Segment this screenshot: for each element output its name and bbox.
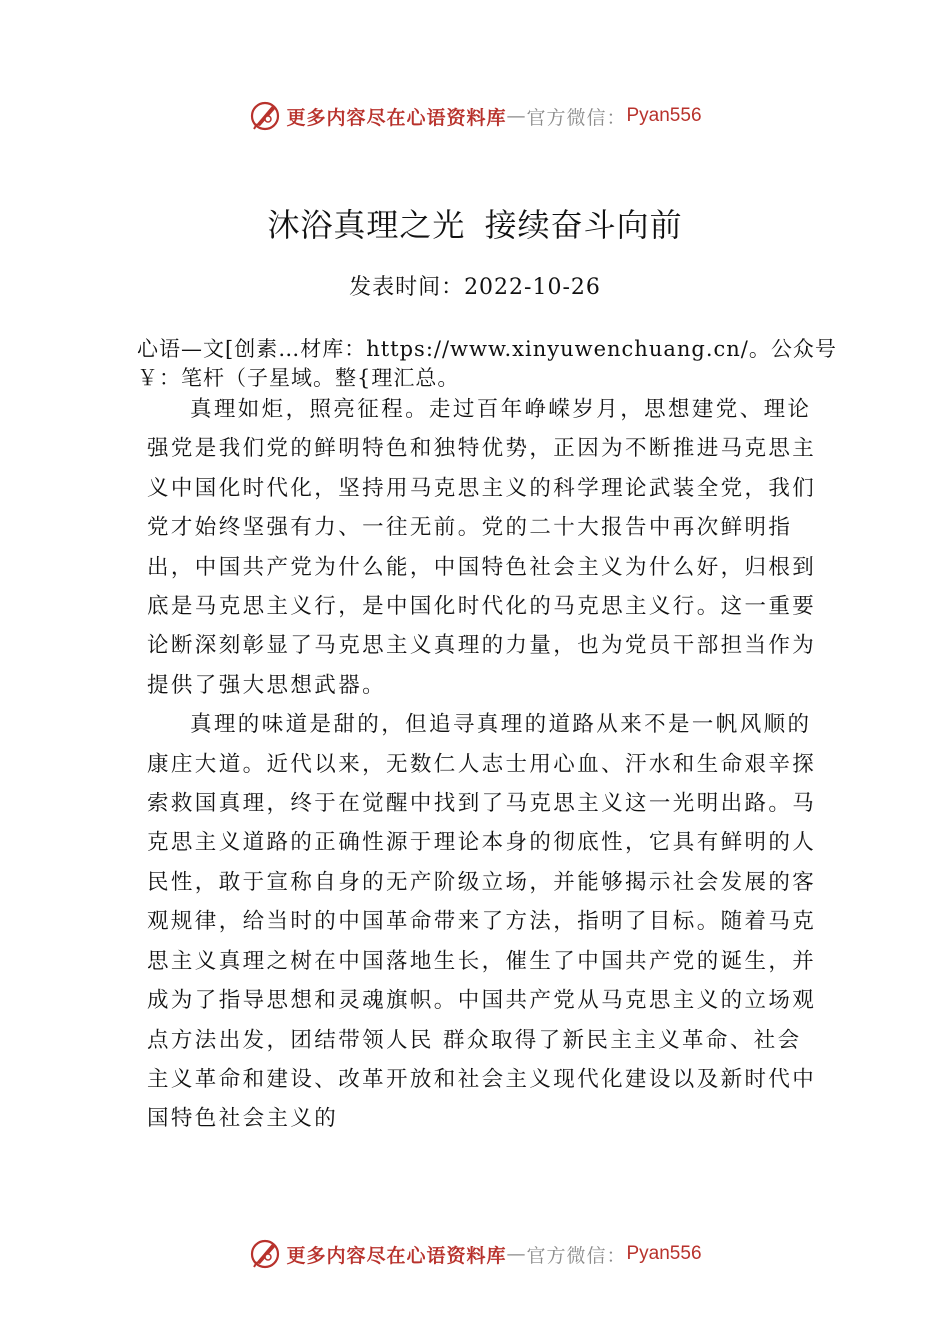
- banner-separator: —: [506, 1243, 527, 1265]
- article-paragraph: 真理如炬，照亮征程。走过百年峥嵘岁月，思想建党、理论强党是我们党的鲜明特色和独特优势，正因为不断推进马克思主义中国化时代化，坚持用马克思主义的科学理论武装全党，我们党才始终坚强有力、一往无前。党的二十大报告中再次鲜明指出，中国共产党为什么能，中国特色社会主义为什么好，归根到底是马克思主义行，是中国化时代化的马克思主义行。这一重要论断深刻彰显了马克思主义真理的力量，也为党员干部担当作为提供了强大思想武器。: [147, 397, 817, 698]
- banner-separator: —: [506, 105, 527, 127]
- banner-wechat-id: Pyan556: [626, 105, 702, 126]
- article-paragraph: 真理的味道是甜的，但追寻真理的道路从来不是一帆风顺的康庄大道。近代以来，无数仁人志士用心血、汗水和生命艰辛探索救国真理，终于在觉醒中找到了马克思主义这一光明出路。马克思主义道路的正确性源于理论本身的彻底性，它具有鲜明的人民性，敢于宣称自身的无产阶级立场，并能够揭示社会发展的客观规律，给当时的中国革命带来了方法，指明了目标。随着马克思主义真理之树在中国落地生长，催生了中国共产党的诞生，并成为了指导思想和灵魂旗帜。中国共产党从马克思主义的立场观点方法出发，团结带领人民 群众取得了新民主主义革命、社会主义革命和建设、改革开放和社会主义现代化建设以及新时代中国特色社会主义的: [147, 712, 817, 1132]
- article-title: 沐浴真理之光 接续奋斗向前: [267, 206, 683, 244]
- banner-wechat-label: 官方微信：: [526, 106, 627, 129]
- article-source-line: 心语—文[创素…材库：https://www.xinyuwenchuang.cn/。公众号￥：笔杆（子星域。整{理汇总。: [137, 337, 837, 390]
- footer-banner: [0, 1232, 950, 1276]
- article-date: 发表时间：2022-10-26: [349, 275, 601, 300]
- header-banner: [0, 94, 950, 138]
- article-body: [147, 390, 822, 1139]
- banner-wechat-label: 官方微信：: [526, 1244, 627, 1267]
- quill-pen-logo-icon: [248, 1237, 282, 1271]
- quill-pen-logo-icon: [248, 99, 282, 133]
- banner-site-text: 更多内容尽在心语资料库: [286, 1244, 507, 1267]
- banner-wechat-id: Pyan556: [626, 1243, 702, 1264]
- banner-site-text: 更多内容尽在心语资料库: [286, 106, 507, 129]
